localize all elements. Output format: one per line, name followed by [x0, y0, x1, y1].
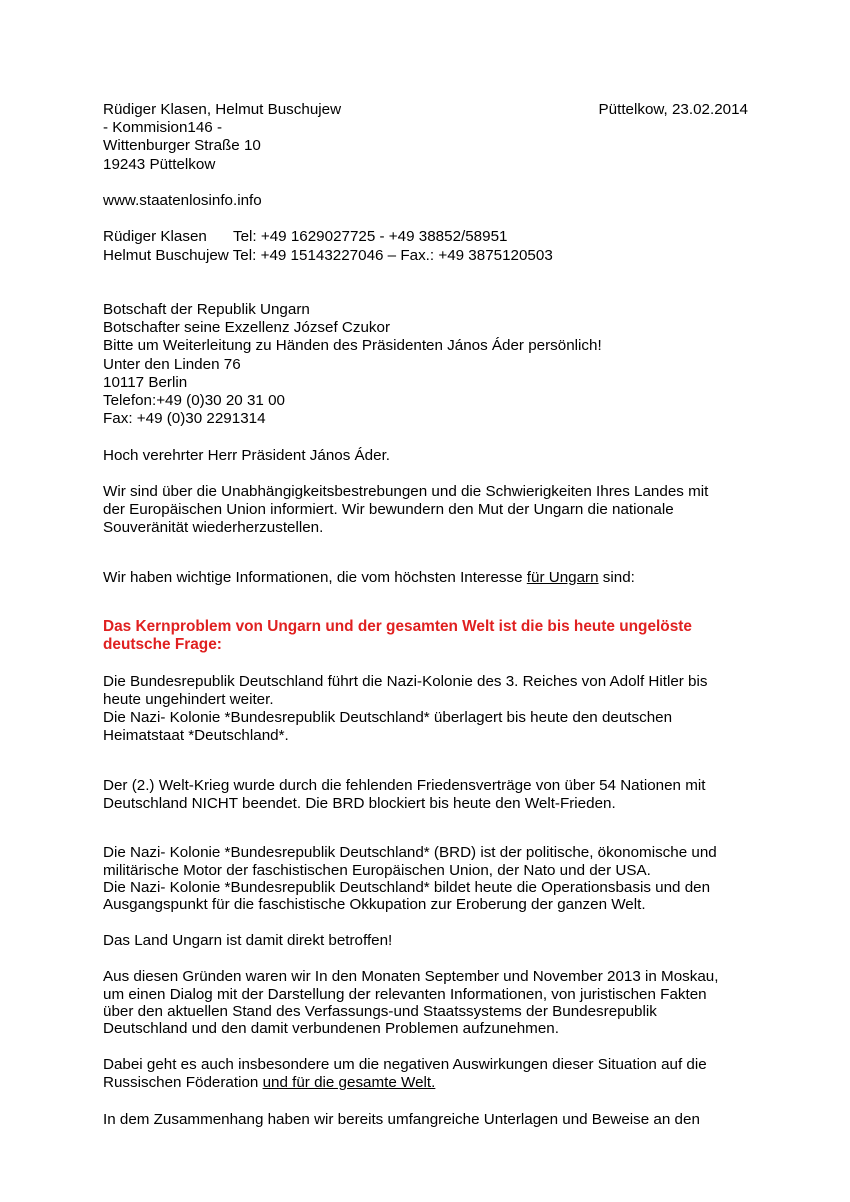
paragraph-8: [103, 1056, 748, 1092]
recipient-line: Botschafter seine Exzellenz József Czukor: [103, 319, 391, 337]
paragraph-line: Der (2.) Welt-Krieg wurde durch die fehlenden Friedensverträge von über 54 Nationen mit: [103, 776, 706, 794]
paragraph-line: Aus diesen Gründen waren wir In den Monaten September und November 2013 in Moskau,: [103, 968, 719, 986]
paragraph-6: Das Land Ungarn ist damit direkt betroffen!: [103, 931, 393, 949]
paragraph-line: Deutschland und den damit verbundenen Problemen aufzunehmen.: [103, 1020, 559, 1038]
paragraph-8-underlined: und für die gesamte Welt.: [262, 1074, 436, 1092]
paragraph-7: [103, 968, 748, 1038]
recipient-line: Fax: +49 (0)30 2291314: [103, 410, 266, 428]
recipient-line: Bitte um Weiterleitung zu Händen des Präsidenten János Áder persönlich!: [103, 337, 602, 355]
paragraph-3: [103, 673, 748, 746]
sender-commission: - Kommision146 -: [103, 119, 223, 137]
paragraph-line: heute ungehindert weiter.: [103, 690, 274, 708]
sender-street: Wittenburger Straße 10: [103, 137, 261, 155]
recipient-block: [103, 301, 748, 428]
contact1-name: Rüdiger Klasen: [103, 228, 207, 246]
paragraph-line: Die Nazi- Kolonie *Bundesrepublik Deutschland* bildet heute die Operationsbasis und den: [103, 878, 711, 896]
paragraph-line: über den aktuellen Stand des Verfassungs-und Staatssystems der Bundesrepublik: [103, 1003, 657, 1021]
recipient-line: 10117 Berlin: [103, 373, 188, 391]
paragraph-line: Ausgangspunkt für die faschistische Okkupation zur Eroberung der ganzen Welt.: [103, 896, 646, 914]
place-date: Püttelkow, 23.02.2014: [598, 101, 748, 118]
salutation: Hoch verehrter Herr Präsident János Áder.: [103, 446, 391, 464]
contact-block: [103, 228, 748, 264]
sender-names: Rüdiger Klasen, Helmut Buschujew: [103, 101, 342, 118]
paragraph-line: Deutschland NICHT beendet. Die BRD blockiert bis heute den Welt-Frieden.: [103, 794, 616, 812]
paragraph-line: Die Nazi- Kolonie *Bundesrepublik Deutschland* überlagert bis heute den deutschen: [103, 709, 673, 726]
paragraph-line: Wir sind über die Unabhängigkeitsbestrebungen und die Schwierigkeiten Ihres Landes mit: [103, 482, 709, 500]
sender-city: 19243 Püttelkow: [103, 155, 216, 173]
paragraph-line: Souveränität wiederherzustellen.: [103, 519, 324, 537]
paragraph-line: Die Nazi- Kolonie *Bundesrepublik Deutschland* (BRD) ist der politische, ökonomische und: [103, 844, 717, 862]
paragraph-line: um einen Dialog mit der Darstellung der relevanten Informationen, von juristischen Fakten: [103, 985, 707, 1003]
paragraph-5: [103, 844, 748, 914]
sender-website[interactable]: www.staatenlosinfo.info: [103, 191, 262, 209]
sender-block: [103, 101, 748, 174]
paragraph-line: militärische Motor der faschistischen Europäischen Union, der Nato und der USA.: [103, 861, 651, 879]
paragraph-2-underlined: für Ungarn: [526, 568, 599, 586]
paragraph-2-suffix: sind:: [598, 568, 635, 586]
paragraph-9: In dem Zusammenhang haben wir bereits umfangreiche Unterlagen und Beweise an den: [103, 1110, 700, 1128]
paragraph-8-line-2: [103, 1074, 748, 1092]
paragraph-line: Heimatstaat *Deutschland*.: [103, 727, 289, 745]
paragraph-line: der Europäischen Union informiert. Wir bewundern den Mut der Ungarn die nationale: [103, 501, 674, 519]
recipient-line: Unter den Linden 76: [103, 355, 241, 373]
paragraph-2-text: Wir haben wichtige Informationen, die vom höchsten Interesse: [103, 568, 527, 586]
recipient-line: Botschaft der Republik Ungarn: [103, 301, 310, 319]
letter-page: [103, 101, 748, 1129]
paragraph-8-text: Russischen Föderation: [103, 1074, 263, 1092]
paragraph-line: Die Bundesrepublik Deutschland führt die Nazi-Kolonie des 3. Reiches von Adolf Hitler bis: [103, 672, 708, 690]
headline-line: Das Kernproblem von Ungarn und der gesamten Welt ist die bis heute ungelöste: [103, 618, 692, 636]
headline-red: [103, 618, 748, 654]
recipient-line: Telefon:+49 (0)30 20 31 00: [103, 392, 285, 409]
contact-line-2: Helmut Buschujew Tel: +49 15143227046 – Fax.: +49 3875120503: [103, 246, 553, 264]
contact1-phone: Tel: +49 1629027725 - +49 38852/58951: [233, 228, 508, 246]
contact-line-1: [103, 228, 748, 246]
paragraph-1: [103, 483, 748, 538]
headline-line: deutsche Frage:: [103, 636, 222, 654]
paragraph-line: Dabei geht es auch insbesondere um die negativen Auswirkungen dieser Situation auf die: [103, 1056, 707, 1073]
paragraph-4: [103, 777, 748, 813]
paragraph-2: [103, 569, 748, 587]
